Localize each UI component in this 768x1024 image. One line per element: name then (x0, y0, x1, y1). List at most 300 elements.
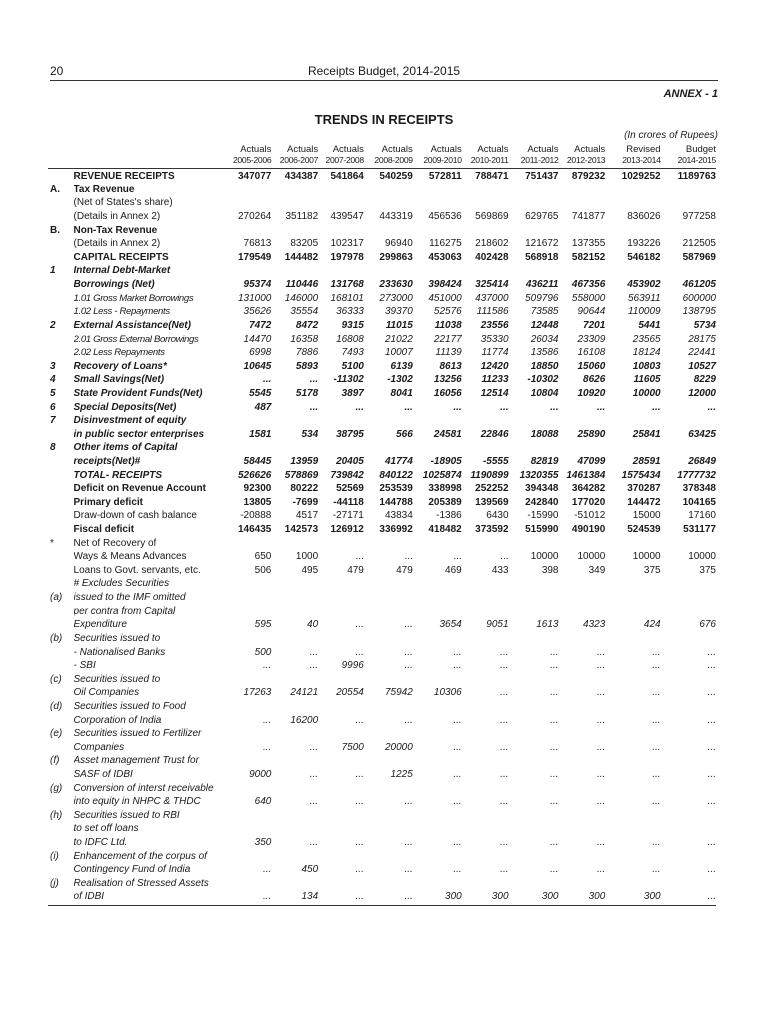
table-row (48, 496, 716, 510)
row-marker (48, 741, 74, 755)
cell-value: ... (318, 891, 364, 906)
cell-value (318, 265, 364, 279)
cell-value: 90644 (577, 306, 606, 318)
cell-value (413, 224, 462, 238)
cell-value (661, 673, 716, 687)
cell-value (661, 414, 716, 428)
cell-value (559, 850, 606, 864)
row-label: Securities issued to Fertilizer (73, 728, 202, 740)
row-marker (48, 550, 74, 564)
cell-value (271, 197, 318, 211)
cell-value (271, 700, 318, 714)
table-row (48, 741, 716, 755)
table-row (48, 632, 716, 646)
cell-value: -10302 (527, 374, 559, 386)
cell-value: 1575434 (621, 469, 661, 481)
cell-value (318, 782, 364, 796)
cell-value (605, 782, 660, 796)
cell-value (271, 265, 318, 279)
cell-value: 10920 (577, 387, 606, 399)
cell-value: 16056 (433, 387, 462, 399)
cell-value (318, 537, 364, 551)
cell-value: 1189763 (677, 171, 716, 182)
table-row (48, 646, 716, 660)
cell-value: 347077 (237, 171, 272, 182)
cell-value: 121672 (525, 238, 559, 250)
cell-value (462, 414, 509, 428)
cell-value: 16108 (577, 347, 606, 359)
cell-value: 650 (254, 551, 272, 563)
cell-value: 739842 (330, 469, 364, 481)
cell-value: ... (404, 619, 413, 631)
cell-value: 253539 (379, 483, 413, 495)
row-label: Net of Recovery of (73, 537, 157, 549)
cell-value (222, 605, 271, 619)
cell-value (462, 442, 509, 456)
cell-value (462, 755, 509, 769)
cell-value: 5178 (295, 387, 319, 399)
cell-value (462, 877, 509, 891)
cell-value: 9996 (341, 660, 364, 672)
cell-value: ... (355, 551, 364, 563)
cell-value: 38795 (336, 428, 364, 440)
cell-value: 751437 (525, 171, 559, 182)
cell-value (605, 197, 660, 211)
cell-value: 13959 (290, 455, 319, 467)
cell-value (271, 578, 318, 592)
cell-value: ... (500, 687, 509, 699)
cell-value: 1581 (249, 428, 272, 440)
header-rule (50, 80, 718, 81)
cell-value: 443319 (379, 211, 413, 223)
cell-value (661, 265, 716, 279)
row-marker: 6 (50, 401, 56, 413)
cell-value: 110446 (285, 279, 319, 291)
cell-value: ... (652, 660, 661, 672)
cell-value: 437000 (475, 292, 509, 304)
cell-value (509, 537, 559, 551)
cell-value: 373592 (475, 524, 509, 536)
cell-value: ... (550, 401, 559, 413)
cell-value (222, 823, 271, 837)
cell-value (364, 605, 413, 619)
cell-value (462, 809, 509, 823)
cell-value: 434387 (284, 171, 319, 182)
cell-value (462, 265, 509, 279)
cell-value: 5441 (638, 319, 661, 331)
cell-value: 80222 (290, 483, 319, 495)
cell-value: 35626 (243, 306, 272, 318)
cell-value (605, 727, 660, 741)
cell-value: 582152 (571, 251, 606, 263)
cell-value: ... (707, 769, 716, 780)
cell-value (605, 755, 660, 769)
cell-value: 134 (271, 891, 318, 906)
cell-value: 168101 (330, 292, 364, 304)
cell-value: ... (309, 660, 319, 672)
row-label: Securities issued to (73, 632, 161, 644)
cell-value: 370287 (627, 483, 661, 495)
cell-value: ... (596, 837, 606, 849)
cell-value: ... (355, 796, 364, 808)
cell-value: ... (652, 401, 661, 413)
cell-value: 20405 (336, 455, 364, 467)
row-label: REVENUE RECEIPTS (73, 171, 175, 182)
cell-value (222, 414, 271, 428)
cell-value: 467356 (571, 279, 606, 291)
cell-value (559, 823, 606, 837)
row-marker (48, 646, 74, 660)
cell-value: 58445 (243, 455, 272, 467)
table-row (48, 823, 716, 837)
cell-value (661, 782, 716, 796)
cell-value (462, 591, 509, 605)
cell-value: ... (652, 646, 661, 658)
cell-value (271, 591, 318, 605)
cell-value (661, 578, 716, 592)
cell-value: 436211 (525, 279, 559, 291)
cell-value: 10000 (632, 551, 661, 563)
cell-value: ... (453, 741, 462, 753)
cell-value (661, 442, 716, 456)
cell-value (413, 755, 462, 769)
cell-value: ... (500, 401, 509, 413)
row-label: into equity in NHPC & THDC (73, 796, 201, 808)
cell-value: ... (355, 769, 364, 780)
row-label: Asset management Trust for (73, 755, 199, 767)
cell-value: ... (355, 714, 364, 726)
cell-value (661, 700, 716, 714)
cell-value: 490190 (571, 524, 606, 536)
cell-value: 8229 (693, 374, 716, 386)
cell-value: 17160 (688, 510, 716, 522)
cell-value (509, 442, 559, 456)
row-marker: * (50, 537, 54, 549)
cell-value: 6998 (249, 347, 272, 359)
cell-value: 587969 (682, 251, 716, 263)
cell-value: 1025874 (422, 469, 462, 481)
cell-value: 840122 (379, 469, 413, 481)
cell-value: 22846 (480, 428, 509, 440)
cell-value (559, 224, 606, 238)
cell-value: 741877 (571, 211, 606, 223)
cell-value: 11774 (481, 347, 509, 359)
row-marker (48, 305, 74, 319)
cell-value: 546182 (627, 251, 661, 263)
cell-value: 24581 (433, 428, 462, 440)
cell-value (462, 183, 509, 197)
cell-value (413, 442, 462, 456)
cell-value (605, 578, 660, 592)
cell-value: 15060 (577, 360, 606, 372)
cell-value: 25890 (577, 428, 606, 440)
page-number: 20 (50, 64, 64, 78)
cell-value: ... (222, 891, 271, 906)
col-year: 2011-2012 (509, 155, 559, 169)
cell-value: 39370 (384, 306, 413, 318)
cell-value: 300 (559, 891, 606, 906)
cell-value: 469 (445, 564, 462, 576)
cell-value: ... (652, 741, 661, 753)
cell-value: 10007 (384, 347, 413, 359)
cell-value: ... (707, 401, 716, 413)
cell-value: 63425 (688, 428, 716, 440)
cell-value: 977258 (682, 211, 716, 223)
cell-value (318, 755, 364, 769)
cell-value: 193226 (627, 238, 661, 250)
cell-value (318, 809, 364, 823)
cell-value (559, 755, 606, 769)
cell-value: 398 (541, 564, 559, 576)
cell-value: 495 (301, 564, 319, 576)
cell-value: ... (404, 551, 413, 563)
cell-value: 23565 (632, 333, 661, 345)
cell-value: ... (309, 769, 319, 780)
col-year: 2010-2011 (462, 155, 509, 169)
cell-value: ... (550, 837, 559, 849)
cell-value (318, 183, 364, 197)
row-label: (Details in Annex 2) (73, 238, 161, 250)
cell-value: 212505 (682, 238, 716, 250)
cell-value (661, 877, 716, 891)
cell-value (605, 605, 660, 619)
cell-value: 9315 (341, 319, 364, 331)
cell-value: 439547 (330, 211, 364, 223)
cell-value: 252252 (475, 483, 509, 495)
table-row (48, 755, 716, 769)
row-label: Borrowings (Net) (73, 279, 155, 291)
cell-value: ... (596, 714, 606, 726)
cell-value: ... (500, 551, 509, 563)
cell-value (318, 442, 364, 456)
cell-value: 450 (301, 864, 319, 876)
row-marker (48, 482, 74, 496)
row-label: Securities issued to Food (73, 700, 186, 712)
row-marker (48, 619, 74, 633)
cell-value (605, 877, 660, 891)
cell-value (413, 727, 462, 741)
row-label: Ways & Means Advances (73, 551, 187, 563)
row-marker (48, 714, 74, 728)
col-type: Actuals (477, 144, 509, 155)
row-marker: (d) (50, 700, 63, 712)
row-marker (48, 496, 74, 510)
cell-value: 7201 (583, 319, 606, 331)
cell-value (462, 823, 509, 837)
table-row (48, 428, 716, 442)
cell-value: 451000 (428, 292, 462, 304)
cell-value (559, 877, 606, 891)
row-marker (48, 346, 74, 360)
cell-value: 18124 (632, 347, 661, 359)
cell-value (509, 197, 559, 211)
cell-value: 300 (605, 891, 660, 906)
cell-value: 453902 (627, 279, 661, 291)
row-marker (48, 428, 74, 442)
cell-value (413, 197, 462, 211)
cell-value: 8472 (295, 319, 319, 331)
cell-value: 16200 (290, 714, 319, 726)
row-marker (48, 510, 74, 524)
table-row (48, 169, 716, 184)
cell-value (318, 632, 364, 646)
cell-value: ... (550, 741, 559, 753)
table-row (48, 850, 716, 864)
cell-value: 1320355 (519, 469, 559, 481)
cell-value: 144482 (284, 251, 319, 263)
cell-value: ... (550, 714, 559, 726)
cell-value (559, 727, 606, 741)
row-label: (Details in Annex 2) (73, 211, 161, 223)
cell-value: -20888 (240, 510, 272, 522)
cell-value: 378348 (682, 483, 716, 495)
cell-value: ... (707, 660, 716, 672)
row-label: Corporation of India (73, 714, 162, 726)
cell-value (222, 782, 271, 796)
cell-value: ... (404, 864, 413, 876)
cell-value: 375 (699, 564, 716, 576)
cell-value: ... (500, 714, 509, 726)
cell-value: ... (500, 837, 509, 849)
row-label: Securities issued to (73, 673, 161, 685)
col-year: 2009-2010 (413, 155, 462, 169)
cell-value: 10306 (433, 687, 462, 699)
row-label: Enhancement of the corpus of (73, 850, 207, 862)
cell-value (661, 605, 716, 619)
cell-value: 11015 (385, 319, 413, 331)
cell-value: 5545 (249, 387, 272, 399)
row-label: Disinvestment of equity (73, 415, 187, 427)
cell-value: 1029252 (621, 171, 661, 182)
cell-value: 479 (396, 564, 413, 576)
row-label: Draw-down of cash balance (73, 510, 197, 522)
cell-value: ... (355, 864, 364, 876)
cell-value (559, 197, 606, 211)
cell-value (605, 632, 660, 646)
cell-value: 338998 (428, 483, 462, 495)
cell-value (559, 578, 606, 592)
cell-value (559, 591, 606, 605)
cell-value: 375 (643, 564, 661, 576)
row-marker: 2 (50, 319, 56, 331)
row-marker: (j) (50, 877, 59, 889)
cell-value (661, 632, 716, 646)
table-row (48, 455, 716, 469)
row-label: 1.02 Less - Repayments (73, 306, 170, 318)
cell-value: ... (596, 687, 606, 699)
cell-value: ... (453, 660, 462, 672)
cell-value (364, 727, 413, 741)
row-label: TOTAL- RECEIPTS (73, 469, 163, 481)
cell-value (413, 414, 462, 428)
row-label: Loans to Govt. servants, etc. (73, 564, 201, 576)
col-year: 2006-2007 (271, 155, 318, 169)
row-label: 2.01 Gross External Borrowings (73, 333, 199, 345)
cell-value (462, 578, 509, 592)
col-type: Budget (685, 144, 716, 155)
row-marker: 3 (50, 360, 56, 372)
table-row (48, 442, 716, 456)
row-marker (48, 251, 74, 265)
cell-value: 424 (643, 619, 661, 631)
cell-value: ... (707, 714, 716, 726)
table-row (48, 619, 716, 633)
cell-value: 349 (588, 564, 606, 576)
cell-value: 21022 (384, 333, 413, 345)
cell-value (462, 850, 509, 864)
cell-value: 879232 (571, 171, 606, 182)
cell-value: ... (404, 646, 413, 658)
cell-value: 3897 (341, 387, 364, 399)
cell-value (413, 782, 462, 796)
cell-value: 563911 (627, 292, 661, 304)
cell-value: 1613 (536, 619, 559, 631)
row-marker (48, 564, 74, 578)
table-row (48, 550, 716, 564)
cell-value: 233630 (379, 279, 413, 291)
table-row (48, 319, 716, 333)
cell-value: 146435 (237, 524, 272, 536)
cell-value: 40 (307, 619, 319, 631)
cell-value: ... (596, 741, 606, 753)
table-row (48, 578, 716, 592)
cell-value: ... (500, 864, 509, 876)
table-row (48, 482, 716, 496)
row-label: 1.01 Gross Market Borrowings (73, 292, 194, 304)
row-marker: 8 (50, 442, 56, 454)
cell-value: 9051 (486, 619, 509, 631)
cell-value: 300 (509, 891, 559, 906)
row-label: Recovery of Loans* (73, 360, 167, 372)
cell-value (661, 197, 716, 211)
cell-value: 131768 (330, 279, 364, 291)
cell-value (222, 727, 271, 741)
page-header (50, 64, 718, 80)
cell-value (364, 591, 413, 605)
cell-value (509, 673, 559, 687)
cell-value: 26849 (688, 455, 716, 467)
cell-value: ... (453, 551, 462, 563)
row-marker (48, 823, 74, 837)
table-row (48, 863, 716, 877)
cell-value (413, 809, 462, 823)
col-type: Actuals (286, 144, 319, 155)
cell-value (413, 265, 462, 279)
cell-value: 336992 (379, 524, 413, 536)
cell-value: 179549 (237, 251, 272, 263)
row-marker (48, 659, 74, 673)
row-marker: (e) (50, 728, 63, 740)
cell-value: 9000 (249, 769, 272, 780)
cell-value: 270264 (237, 211, 272, 223)
cell-value (413, 605, 462, 619)
row-marker (48, 768, 74, 782)
cell-value: ... (596, 401, 606, 413)
table-row (48, 183, 716, 197)
row-marker (48, 863, 74, 877)
cell-value (509, 224, 559, 238)
cell-value: ... (404, 401, 413, 413)
row-label: Contingency Fund of India (73, 864, 191, 876)
cell-value (413, 850, 462, 864)
units-note: (In crores of Rupees) (624, 130, 718, 141)
cell-value: 300 (413, 891, 462, 906)
cell-value: 524539 (627, 524, 661, 536)
cell-value (271, 782, 318, 796)
cell-value (661, 823, 716, 837)
cell-value: ... (707, 837, 716, 849)
cell-value (559, 265, 606, 279)
